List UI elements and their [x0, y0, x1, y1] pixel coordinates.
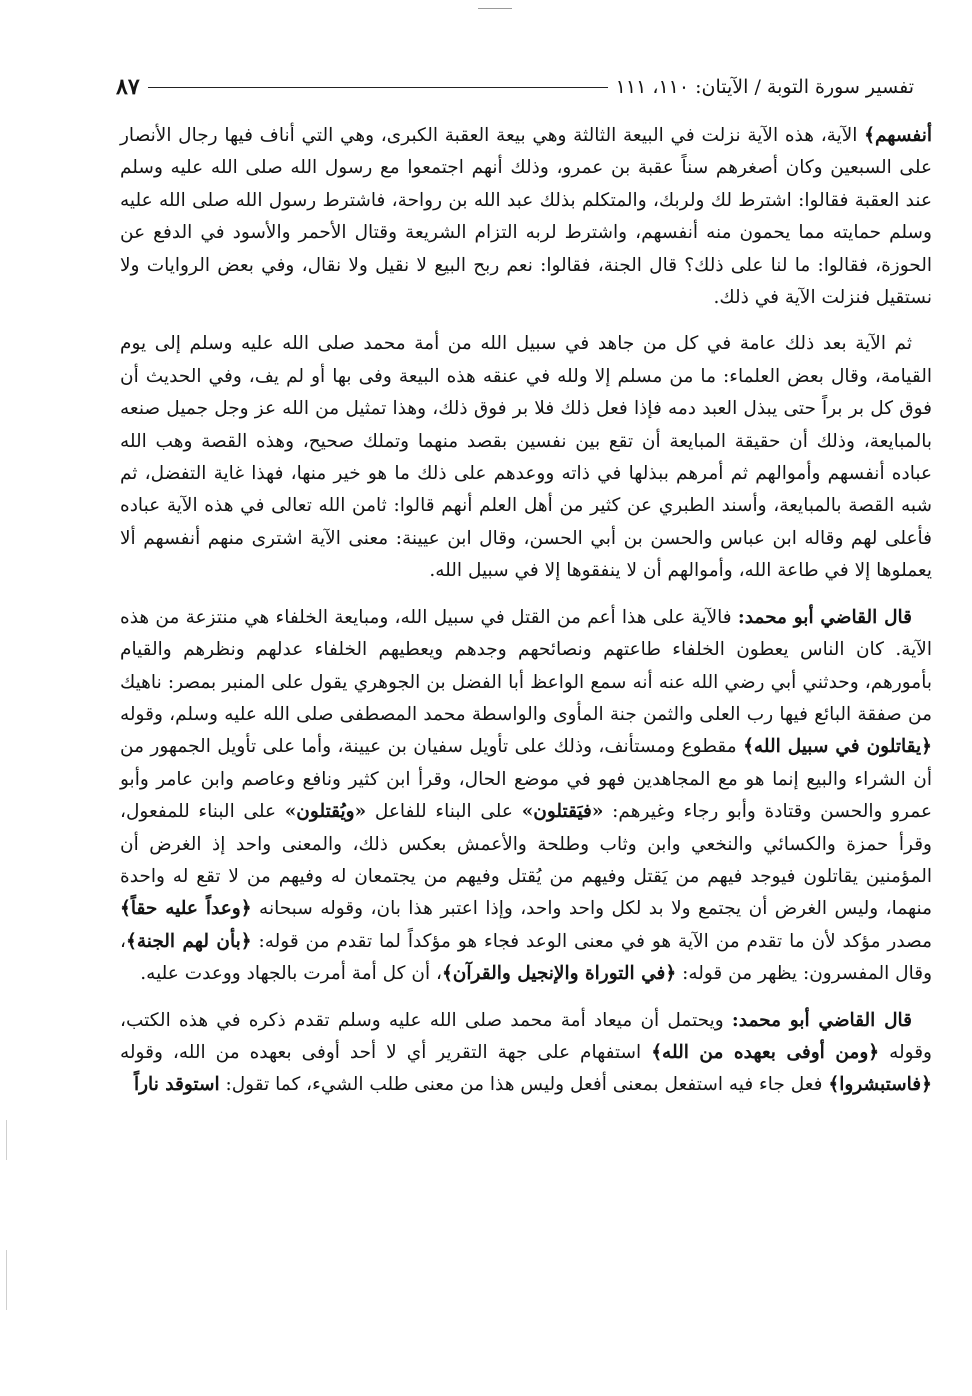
text-run: الآية، هذه الآية نزلت في البيعة الثالثة وهي بيعة العقبة الكبرى، وهي التي أناف فيها رجال الأنصار على السبعين وكان أصغرهم سناً عقبة بن عمرو، وذلك أنهم اجتمعوا مع رسول الله صلى الله عليه وسلم عند العقبة فقالوا: اشترط لك ولربك، والمتكلم بذلك عبد الله بن رواحة، فاشترط رسول الله صلى الله عليه وسلم حمايته مما يحمون منه أنفسهم، واشترط لربه التزام الشريعة وقتال الأحمر والأسود في الدفع عن الحوزة، فقالوا: ما لنا على ذلك؟ قال الجنة، فقالوا: نعم ربح البيع لا نقيل ولا نقال، وفي بعض الروايات ولا نستقيل فنزلت الآية في ذلك. — [120, 125, 932, 309]
text-run: فالآية على هذا أعم من القتل في سبيل الله، ومبايعة الخلفاء هي منتزعة من هذه الآية. كان الناس يعطون الخلفاء طاعتهم ونصائحهم وجدهم ويعطيهم الخلفاء عدلهم ونظرهم والقيام بأمورهم، وحدثني أبي رضي الله عنه أنه سمع الواعظ أبا الفضل بن الجوهري يقول على المنبر بمصر: ناهيك من صفقة البائع فيها رب العلى والثمن جنة المأوى والواسطة محمد المصطفى صلى الله عليه وسلم، وقوله — [120, 606, 932, 725]
text-run: مصدر مؤكد لأن ما تقدم من الآية هو في معنى الوعد فجاء هو مؤكداً لما تقدم من قوله: — [251, 930, 932, 952]
text-run: استوقد ناراً — [133, 1074, 220, 1096]
text-run: فعل جاء فيه استفعل بمعنى أفعل وليس هذا من معنى طلب الشيء، كما تقول: — [219, 1074, 829, 1096]
text-run: ﴿في التوراة والإنجيل والقرآن﴾ — [441, 963, 677, 985]
text-run: ﴿وعداً عليه حقاً﴾ — [120, 898, 252, 920]
text-run: ويحتمل أن ميعاد أمة محمد صلى الله عليه وسلم تقدم ذكره في هذه الكتب، وقوله — [120, 1009, 932, 1063]
scan-edge-mark — [478, 8, 512, 9]
scan-margin-mark — [6, 1120, 7, 1160]
text-run: أنفسهم﴾ — [864, 125, 932, 146]
page-header — [116, 72, 914, 102]
paragraph — [120, 1005, 932, 1102]
body-text — [120, 120, 932, 1116]
paragraph — [120, 602, 932, 991]
scan-margin-mark — [6, 1250, 7, 1310]
text-run: مقطوع ومستأنف، وذلك على تأويل سفيان بن عيينة، وأما على تأويل الجمهور من أن الشراء والبيع إنما هو مع المجاهدين فهو في موضع الحال، وقرأ ابن كثير ونافع وعاصم وابن عامر وأبو عمرو والحسن وقتادة وأبو رجاء وغيرهم: — [120, 736, 932, 823]
text-run: ﴿فاستبشروا﴾ — [828, 1074, 932, 1096]
running-title: تفسير سورة التوبة / الآيتان: ١١٠، ١١١ — [615, 76, 914, 98]
text-run: ، وقال المفسرون: يظهر من قوله: — [120, 930, 932, 985]
text-run: ، أن كل أمة أمرت بالجهاد ووعدت عليه. — [140, 963, 442, 985]
text-run: «فيَقتلون» — [521, 801, 604, 823]
text-run: «ويُقتلون» — [284, 801, 367, 823]
text-run: ثم الآية بعد ذلك عامة في كل من جاهد في سبيل الله من أمة محمد صلى الله عليه وسلم إلى يوم القيامة، وقال بعض العلماء: ما من مسلم إلا ولله في عنقه هذه البيعة وفى بها أو لم يف، وفي الحديث أن فوق كل بر براً حتى يبذل العبد دمه فإذا فعل ذلك فلا بر فوق ذلك، وهذا تمثيل من الله عز وجل جميل صنعه بالمبايعة، وذلك أن حقيقة المبايعة أن تقع بين نفسين بقصد منهما وتملك صحيح، وهذه القصة وهب الله عباده أنفسهم وأموالهم ثم أمرهم ببذلها في ذاته ووعدهم على ذلك ما هو خير منها، فهذا غاية التفضل، ثم شبه القصة بالمبايعة، وأسند الطبري عن كثير من أهل العلم أنهم قالوا: ثامن الله تعالى في هذه الآية عباده فأعلى لهم وقاله ابن عباس والحسن بن أبي الحسن، وقال ابن عيينة: معنى الآية اشترى منهم أنفسهم ألا يعملوها إلا في طاعة الله، وأموالهم أن لا ينفقوها إلا في سبيل الله. — [120, 333, 932, 582]
paragraph — [120, 120, 932, 314]
text-run: على البناء للمفعول، وقرأ حمزة والكسائي والنخعي وابن وثاب وطلحة والأعمش بعكس ذلك، والمعنى واحد إذ الغرض أن المؤمنين يقاتلون فيوجد فيهم من يَقتل وفيهم من يُقتل وفيهم من يجتمعان له وفيهم من لا تقع له واحدة منهما، وليس الغرض أن يجتمع ولا بد لكل واحد واحد، وإذا اعتبر هذا بان، وقوله سبحانه — [120, 801, 932, 920]
text-run: ﴿ومن أوفى بعهده من الله﴾ — [651, 1041, 880, 1063]
paragraph — [120, 328, 932, 587]
text-run: ﴿يقاتلون في سبيل الله﴾ — [743, 736, 932, 758]
page-number: ٨٧ — [116, 74, 140, 100]
text-run: ﴿بأن لهم الجنة﴾ — [125, 930, 252, 952]
header-rule — [148, 87, 608, 88]
text-run: قال القاضي أبو محمد: — [737, 606, 912, 628]
text-run: قال القاضي أبو محمد: — [731, 1009, 912, 1031]
text-run: على البناء للفاعل — [366, 801, 522, 823]
text-run: استفهام على جهة التقرير أي لا أحد أوفى بعهده من الله، وقوله — [120, 1041, 652, 1063]
